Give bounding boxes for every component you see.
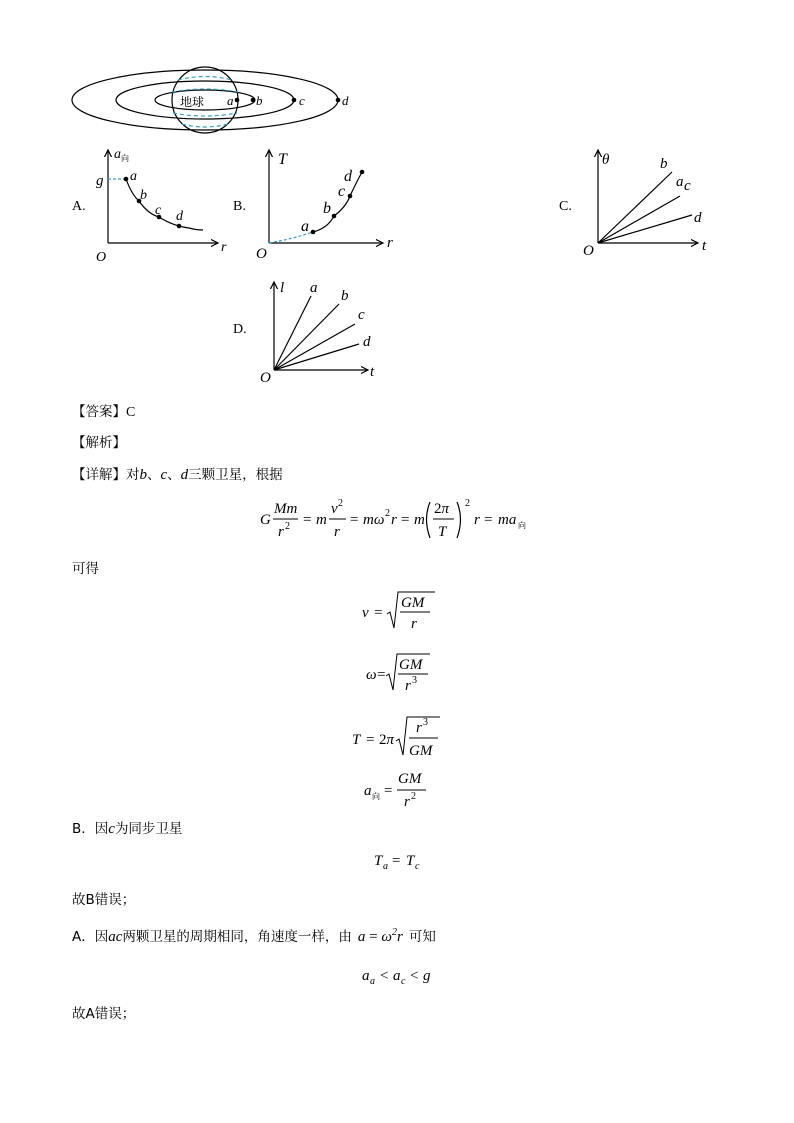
line-d-label: d (694, 210, 702, 226)
equation-omega (364, 650, 444, 696)
svg-text:3: 3 (412, 675, 417, 686)
line-a-label: a (676, 174, 684, 190)
step-b-conclusion: 故B错误； (72, 892, 136, 908)
svg-text:m: m (414, 512, 425, 528)
svg-text:GM: GM (399, 657, 423, 673)
svg-text:=: = (374, 605, 383, 621)
svg-text:2: 2 (385, 508, 390, 519)
svg-text:r: r (416, 720, 422, 736)
y-axis-label: T (278, 151, 287, 168)
svg-text:=: = (366, 732, 375, 748)
step-a-text: 两颗卫星的周期相同，角速度一样，由 (122, 929, 352, 945)
svg-text:a: a (370, 976, 375, 987)
var-d: d (180, 467, 189, 483)
svg-text:T: T (406, 853, 415, 869)
svg-text:v: v (331, 501, 338, 517)
equation-acceleration (362, 766, 442, 812)
option-d-label: D. (233, 322, 247, 337)
line-a-label: a (310, 280, 318, 296)
point-c (348, 194, 353, 199)
line-b-label: b (660, 156, 668, 172)
equation-inequality (360, 964, 440, 990)
separator: 、 (147, 467, 161, 483)
svg-text:=: = (401, 512, 410, 528)
svg-text:=: = (392, 853, 401, 869)
svg-text:r: r (405, 678, 411, 694)
svg-text:=: = (377, 667, 386, 683)
point-b (332, 214, 337, 219)
separator: 、 (167, 467, 181, 483)
detail-text: 三颗卫星，根据 (188, 467, 283, 483)
x-axis-label: r (387, 235, 393, 251)
option-d-graph (255, 272, 395, 392)
svg-text:GM: GM (398, 771, 422, 787)
svg-text:ma: ma (498, 512, 517, 528)
svg-text:2: 2 (285, 521, 290, 532)
analysis-label: 【解析】 (72, 435, 126, 451)
svg-text:2π: 2π (434, 501, 450, 517)
x-axis-label: t (370, 364, 375, 380)
acceleration-curve (126, 179, 203, 230)
point-b-label: b (140, 188, 147, 203)
satellite-a (235, 98, 240, 103)
orbit-label-a: a (227, 93, 234, 108)
svg-text:3: 3 (423, 717, 428, 728)
latitude-line (178, 77, 232, 81)
svg-text:m: m (316, 512, 327, 528)
svg-text:<: < (380, 968, 389, 984)
svg-text:T: T (374, 853, 383, 869)
equation-period (350, 713, 450, 761)
origin-label: O (260, 370, 271, 386)
svg-text:g: g (423, 968, 431, 984)
origin-label: O (96, 250, 107, 265)
point-d (360, 170, 365, 175)
option-a-label: A. (72, 199, 86, 214)
svg-text:2: 2 (411, 791, 416, 802)
option-a-graph (90, 140, 235, 265)
earth-label: 地球 (180, 95, 205, 109)
line-c-label: c (358, 307, 365, 323)
point-d (177, 224, 182, 229)
option-c-label: C. (559, 199, 572, 214)
line-c-label: c (684, 178, 691, 194)
svg-text:2: 2 (465, 498, 470, 509)
satellite-b (251, 98, 256, 103)
svg-text:T: T (438, 524, 447, 540)
detail-label: 【详解】 (72, 467, 126, 483)
svg-text:a: a (383, 861, 388, 872)
point-a-label: a (130, 169, 137, 184)
svg-text:GM: GM (409, 743, 433, 759)
answer-value: C (126, 405, 136, 420)
svg-text:c: c (415, 861, 420, 872)
equation-ta-tc (372, 847, 432, 875)
svg-text:a: a (393, 968, 401, 984)
formula-a-omega2-r: $a = \omega^2r$ (357, 927, 403, 945)
svg-text:G: G (260, 512, 271, 528)
svg-text:r: r (278, 524, 284, 540)
satellite-d (336, 98, 341, 103)
origin-label: O (256, 246, 267, 262)
orbit-label-b: b (256, 93, 263, 108)
svg-text:GM: GM (401, 595, 425, 611)
svg-text:a: a (364, 783, 372, 799)
svg-text:a: a (362, 968, 370, 984)
svg-text:v: v (362, 605, 369, 621)
point-a (311, 230, 316, 235)
var-ac: ac (108, 929, 123, 945)
svg-text:2: 2 (338, 498, 343, 509)
orbit-label-d: d (342, 93, 349, 108)
option-b-label: B. (233, 199, 246, 214)
derive-keyword: 可得 (72, 561, 99, 577)
satellite-c (292, 98, 297, 103)
step-b-prefix: B．因 (72, 821, 109, 837)
g-label: g (96, 173, 104, 189)
option-c-graph (580, 140, 720, 265)
point-d-label: d (176, 209, 183, 224)
detail-line (72, 463, 283, 484)
svg-text:r: r (411, 616, 417, 632)
svg-text:r: r (404, 794, 410, 810)
svg-text:=: = (350, 512, 359, 528)
point-a-label: a (301, 218, 309, 235)
svg-text:ω: ω (366, 667, 377, 683)
svg-text:r: r (474, 512, 480, 528)
svg-text:=: = (303, 512, 312, 528)
step-a-conclusion: 故A错误； (72, 1006, 136, 1022)
svg-text:Mm: Mm (274, 501, 298, 517)
detail-text: 对 (126, 467, 140, 483)
x-axis-label: r (221, 240, 227, 255)
origin-label: O (583, 243, 594, 259)
svg-text:T: T (352, 732, 361, 748)
line-b-label: b (341, 288, 349, 304)
svg-text:向: 向 (372, 792, 380, 801)
option-b-graph (250, 140, 400, 265)
svg-text:=: = (484, 512, 493, 528)
orbit-c (116, 81, 294, 119)
var-b: b (139, 467, 147, 483)
svg-text:=: = (384, 783, 393, 799)
orbit-b (155, 90, 255, 110)
point-a (124, 177, 129, 182)
y-axis-label: l (280, 280, 285, 296)
point-c-label: c (338, 183, 346, 200)
step-a-line (72, 925, 436, 946)
svg-text:r: r (391, 512, 397, 528)
svg-text:mω: mω (363, 512, 385, 528)
point-d-label: d (344, 168, 352, 185)
answer-line (72, 400, 135, 421)
svg-text:r: r (334, 524, 340, 540)
answer-label: 【答案】 (72, 404, 126, 420)
svg-text:2π: 2π (379, 732, 395, 748)
latitude-line (173, 113, 237, 116)
step-a-prefix: A．因 (72, 929, 109, 945)
svg-text:<: < (410, 968, 419, 984)
point-b-label: b (323, 200, 331, 217)
y-axis-label: θ (602, 152, 610, 168)
step-b-line (72, 817, 182, 838)
point-c-label: c (155, 203, 162, 218)
orbit-label-c: c (299, 93, 305, 108)
x-axis-label: t (702, 238, 707, 254)
step-a-text-post: 可知 (408, 929, 436, 945)
latitude-line (182, 124, 228, 127)
period-curve (313, 172, 362, 232)
var-c: c (160, 467, 168, 483)
svg-text:c: c (401, 976, 406, 987)
step-b-text: 为同步卫星 (114, 821, 183, 837)
equation-gravity (258, 494, 538, 544)
svg-text:向: 向 (518, 521, 526, 530)
var-c: c (108, 821, 115, 837)
line-d-label: d (363, 334, 371, 350)
y-axis-label: $a_向$ (114, 147, 129, 163)
equation-v (360, 588, 440, 634)
